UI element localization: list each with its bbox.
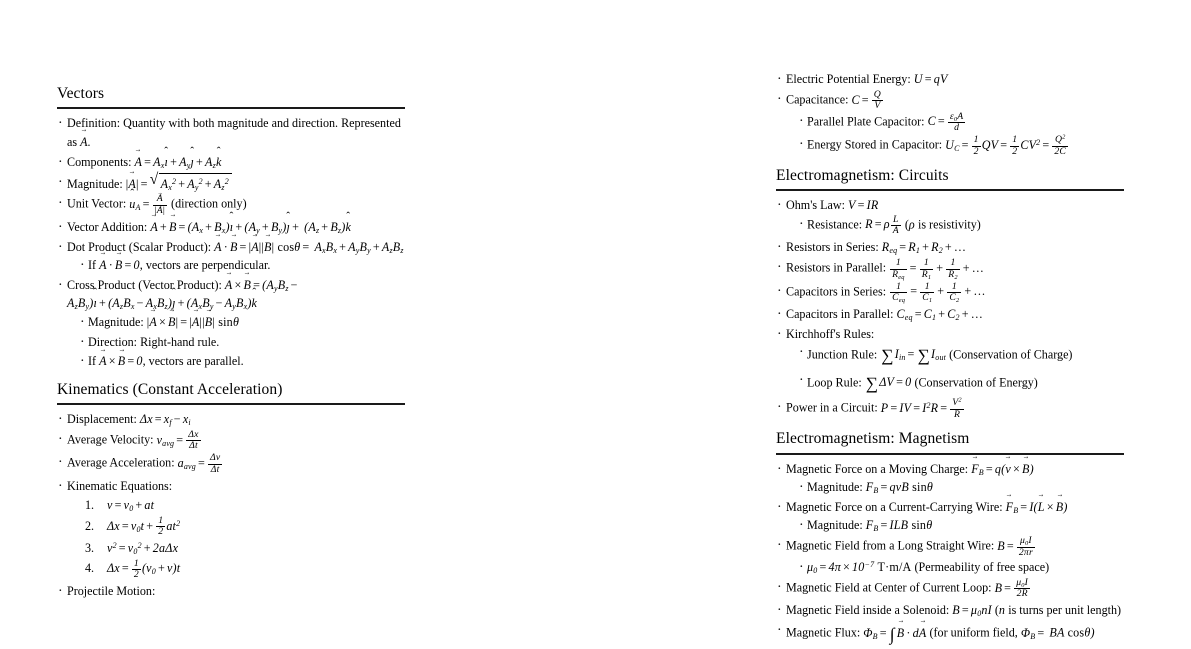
item-text: , vectors are parallel. — [142, 354, 244, 369]
math-kinematic-4: Δx = $\frac{1}{2}$ $(v_0 + v)t$ — [107, 557, 181, 580]
math-dot-zero: A → · B → = 0 — [99, 258, 140, 272]
item-note: (n is turns per unit length) — [994, 603, 1122, 618]
list-item — [57, 173, 404, 193]
list-item — [85, 538, 404, 558]
math-magnetic-field-loop: B = $\frac{\mu_0I}{2R}$ — [994, 577, 1029, 600]
item-label: Parallel Plate Capacitor: — [807, 114, 925, 129]
item-label: Electric Potential Energy: — [786, 72, 911, 86]
section-rule-vectors — [57, 107, 405, 109]
item-label: Loop Rule: — [807, 375, 862, 390]
item-label: Capacitors in Series: — [786, 284, 887, 299]
list-item — [797, 135, 1175, 157]
item-note: (direction only) — [171, 197, 247, 211]
section-heading-circuits: Electromagnetism: Circuits — [776, 167, 949, 185]
list-item — [797, 215, 1175, 237]
cross-product-sublist — [67, 313, 404, 371]
section-heading-kinematics: Kinematics (Constant Acceleration) — [57, 380, 283, 398]
math-power: P = IV = $I^2R$ = $\frac{V^2}{R}$ — [880, 397, 962, 420]
item-label: Average Velocity: — [67, 432, 154, 447]
math-components: A → = $A_xı$ ˆ + $A_yȷ$ ˆ + $A_zk$ ˆ — [135, 155, 222, 169]
math-parallel-plate: C = $\frac{\varepsilon_0A}{d}$ — [927, 110, 964, 134]
list-item — [776, 398, 1175, 420]
item-label: Magnetic Field from a Long Straight Wire: — [786, 538, 995, 553]
list-item — [797, 478, 1175, 496]
item-label: Kirchhoff's Rules: — [786, 326, 875, 341]
vectors-list — [57, 114, 404, 370]
list-item — [57, 276, 404, 371]
math-magnetic-flux: $\Phi_B$ = ∫ B → · dA → — [863, 626, 926, 640]
section-heading-magnetism: Electromagnetism: Magnetism — [776, 430, 970, 448]
list-item — [776, 90, 1175, 157]
list-item — [776, 258, 1175, 280]
math-vector-addition-cont: $(A_z + B_z)k$ ˆ — [304, 220, 351, 234]
list-item — [78, 352, 404, 370]
list-item — [797, 558, 1175, 576]
item-label: Magnitude: — [807, 518, 863, 533]
item-label: Energy Stored in Capacitor: — [807, 137, 943, 152]
right-column — [771, 0, 1191, 649]
item-label: Junction Rule: — [807, 347, 878, 362]
list-item — [797, 371, 1175, 397]
math-capacitors-series: $\frac{1}{C_{eq}}$ = $\frac{1}{C_1}$ + $\frac{1}{C_2}$ + … — [892, 280, 986, 304]
capacitance-sublist — [786, 112, 1175, 157]
list-item — [797, 516, 1175, 534]
circuits-list — [776, 196, 1175, 420]
list-item — [85, 516, 404, 538]
item-label: If — [88, 354, 97, 369]
item-label: Magnetic Field inside a Solenoid: — [786, 603, 950, 618]
math-cross-product-cont: $A_zB_y)ı$ ˆ + ($A_zB_x$ − $A_xB_z)ȷ$ ˆ + $(A_xB_y - A_yB_x)k$ ˆ — [67, 296, 257, 310]
item-label: Resistors in Series: — [786, 240, 879, 255]
list-item — [776, 70, 1175, 88]
math-loop-rule: ∑ΔV = 0 — [865, 373, 912, 393]
list-item — [776, 460, 1175, 497]
item-label: Components: — [67, 154, 132, 169]
math-kinematic-1: $v = v_0$ + at — [107, 498, 155, 514]
kinematic-equations-list — [67, 495, 404, 580]
item-label: Power in a Circuit: — [786, 401, 878, 416]
list-item — [85, 495, 404, 515]
item-label: Average Acceleration: — [67, 456, 175, 471]
item-label: Cross Product (Vector Product): — [67, 277, 222, 292]
math-average-velocity: $v_{avg}$ = $\frac{\Delta x}{\Delta t}$ — [156, 429, 199, 452]
math-cross-zero: A → × B → = 0 — [99, 354, 143, 368]
item-label: Direction: — [88, 334, 138, 349]
item-text: , vectors are perpendicular. — [139, 258, 271, 273]
math-rho: ρ — [908, 217, 915, 232]
item-note: (Conservation of Charge) — [949, 347, 1073, 362]
math-magnetic-field-solenoid: $B = \mu_0nI$ — [952, 603, 992, 619]
list-item — [57, 582, 404, 600]
kinematics-list — [57, 410, 404, 600]
item-note: (ρ is resistivity) — [904, 217, 981, 232]
list-item — [78, 333, 404, 351]
list-item — [776, 498, 1175, 535]
item-label: Ohm's Law: — [786, 198, 845, 213]
math-ohms-law: V = IR — [847, 198, 879, 213]
math-cross-product: A → × B → = ($A_yB_z$ − — [225, 278, 300, 292]
item-label: Magnitude: — [807, 480, 863, 495]
math-flux-uniform-cont: BA cosθ) — [1049, 625, 1095, 640]
item-label: Vector Addition: — [67, 219, 148, 234]
list-item — [776, 238, 1175, 256]
item-label: Unit Vector: — [67, 197, 127, 211]
math-junction-rule: $\sum I_{in} = \sum I_{out}$ — [881, 346, 947, 366]
ohms-law-sublist — [786, 215, 1175, 237]
math-magnetic-force-wire-magnitude: $F_B$ = ILB sinθ — [865, 518, 933, 534]
math-resistors-series: $R_{eq} = R_1 + R_2$ + … — [881, 240, 967, 256]
item-note: (for uniform field, $\Phi_B$ = — [929, 625, 1045, 642]
math-magnetic-force-moving: $F \to_B = q(v$ → × B →) — [971, 462, 1034, 476]
math-resistors-parallel: $\frac{1}{R_{eq}}$ = $\frac{1}{R_1}$ + $\frac{1}{R_2}$ + … — [892, 257, 985, 281]
math-kinematic-2: $\Delta x = v_0t$ + $\frac{1}{2}$ $at^2$ — [107, 514, 181, 538]
section-heading-vectors: Vectors — [57, 85, 105, 102]
magnetic-force-wire-sublist — [786, 516, 1175, 534]
item-label: Capacitance: — [786, 92, 849, 107]
list-item — [776, 282, 1175, 304]
math-vector-a: A →. — [80, 135, 91, 149]
list-item — [57, 477, 404, 581]
math-permeability: $\mu_0 = 4\pi \times 10^{-7}$ T·m/A — [807, 559, 912, 576]
item-label: Resistors in Parallel: — [786, 260, 887, 275]
math-dot-product-cont: $A_xB_x + A_yB_y + A_zB_z$ — [314, 239, 404, 255]
item-label: Definition: — [67, 116, 121, 131]
item-label: Magnitude: — [67, 176, 123, 191]
list-item — [797, 112, 1175, 134]
item-text: Right-hand rule. — [140, 334, 220, 349]
math-capacitors-parallel: $C_{eq} = C_1 + C_2$ + … — [896, 306, 984, 323]
item-note: (Permeability of free space) — [914, 560, 1050, 575]
math-magnitude: |A →| = √ $A_x^2 + A_y^2 + A_z^2$ — [126, 177, 232, 191]
list-item — [57, 453, 404, 475]
list-item — [776, 578, 1175, 600]
math-capacitance: C = $\frac{Q}{V}$ — [851, 88, 881, 112]
item-label: Dot Product (Scalar Product): — [67, 239, 212, 254]
magnetic-force-moving-sublist — [786, 478, 1175, 496]
list-item — [776, 325, 1175, 397]
math-vector-addition: A → + B → = ($A_x$ + $B_x)ı$ ˆ + ($A_y$ + $B_y)ȷ$ ˆ + — [150, 220, 301, 234]
list-item — [57, 410, 404, 428]
math-energy-stored: $U_C$ = $\frac{1}{2}$ QV = $\frac{1}{2}$ $CV^2$ = $\frac{Q^2}{2C}$ — [945, 133, 1067, 157]
item-label: Displacement: — [67, 412, 137, 427]
magnetism-list — [776, 460, 1175, 648]
item-label: Magnitude: — [88, 314, 144, 329]
math-magnetic-force-magnitude: $F_B$ = qvB sinθ — [865, 480, 933, 496]
math-n: n — [998, 603, 1006, 618]
math-magnetic-field-wire: B = $\frac{\mu_0I}{2\pi r}$ — [997, 535, 1033, 558]
capacitance-list — [776, 70, 1175, 157]
list-item — [57, 153, 404, 171]
permeability-sublist — [786, 558, 1175, 576]
math-dot-product: A → · B → = |A →||B →| cosθ = — [214, 240, 311, 254]
list-item — [776, 305, 1175, 323]
list-item — [57, 430, 404, 452]
list-item — [776, 601, 1175, 619]
list-item — [78, 256, 404, 274]
section-rule-kinematics — [57, 403, 405, 405]
list-item — [776, 196, 1175, 236]
list-item — [776, 621, 1175, 648]
math-average-acceleration: $a_{avg}$ = $\frac{\Delta v}{\Delta t}$ — [177, 452, 221, 475]
item-text: Quantity with both magnitude and direction. Represented as — [67, 116, 401, 149]
list-item — [57, 114, 404, 151]
item-label: Capacitors in Parallel: — [786, 306, 894, 321]
list-item — [85, 558, 404, 580]
math-displacement: $\Delta x = x_f - x_i$ — [139, 412, 191, 428]
list-item — [78, 313, 404, 331]
section-rule-magnetism — [776, 453, 1124, 455]
item-label: Magnetic Force on a Moving Charge: — [786, 461, 969, 476]
item-label: Magnetic Flux: — [786, 625, 861, 640]
math-flux-uniform: $\Phi_B$ = — [1020, 625, 1045, 642]
left-column — [0, 0, 420, 602]
item-label: Resistance: — [807, 217, 863, 232]
list-item — [776, 536, 1175, 576]
section-rule-circuits — [776, 189, 1124, 191]
item-note: (Conservation of Energy) — [914, 375, 1038, 390]
item-label: Kinematic Equations: — [67, 478, 173, 493]
math-kinematic-3: $v^2 = v_0^2 + 2a\Delta x$ — [107, 540, 179, 557]
math-electric-potential-energy: U = qV — [913, 72, 948, 86]
item-label: If — [88, 258, 97, 273]
math-cross-magnitude: |A → × B →| = |A →||B →| sinθ — [147, 315, 239, 329]
item-label: Magnetic Field at Center of Current Loop: — [786, 580, 992, 595]
item-label: Magnetic Force on a Current-Carrying Wire: — [786, 499, 1003, 514]
math-resistance: R = ρ $\frac{L}{A}$ — [865, 213, 899, 237]
list-item — [797, 343, 1175, 369]
item-label: Projectile Motion: — [67, 583, 156, 598]
math-unit-vector: u ˆ$_A$ = $\frac{A \to}{|A \to|}$ — [129, 197, 168, 211]
dot-product-sublist — [67, 256, 404, 274]
math-magnetic-force-wire: $F \to_B = I(L$ → × B →) — [1006, 500, 1068, 514]
kirchhoff-sublist — [786, 343, 1175, 397]
